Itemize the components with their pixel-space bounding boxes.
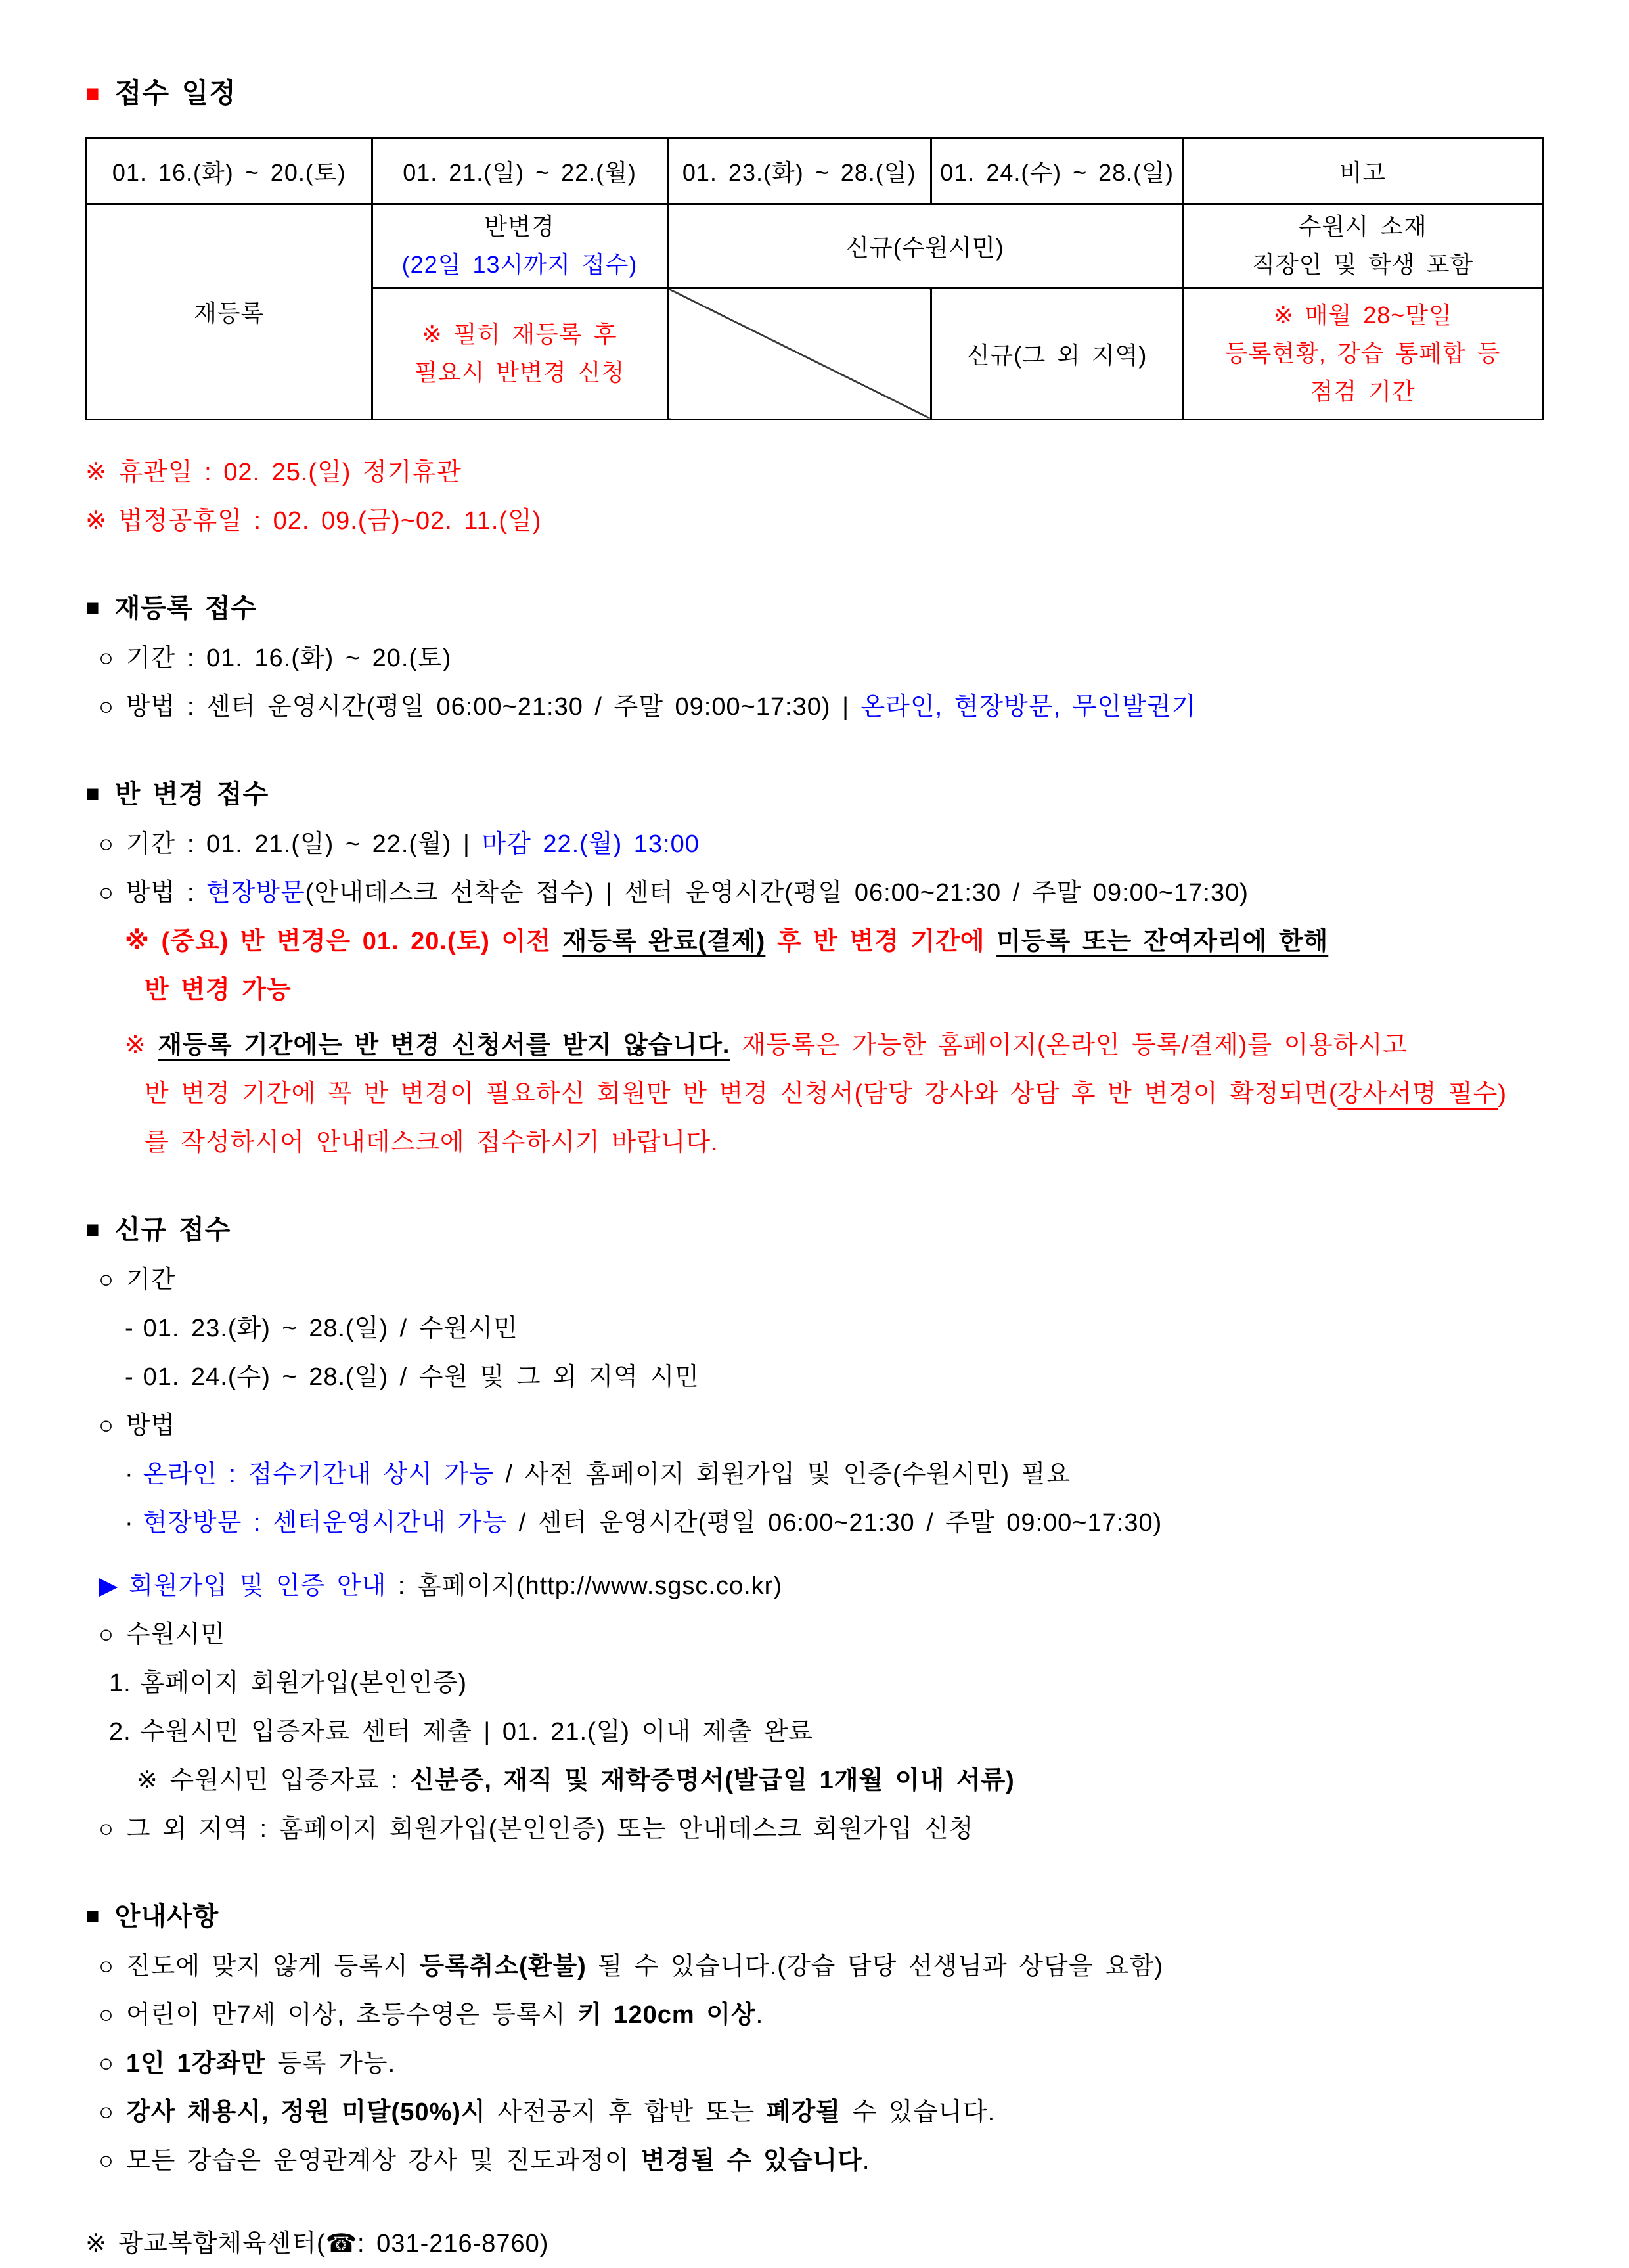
info-item-4 [85, 2088, 1544, 2137]
info4-bold1: 강사 채용시, 정원 미달(50%)시 [125, 2098, 486, 2126]
new-method-visit-blue: 현장방문 : 센터운영시간내 가능 [143, 1508, 508, 1537]
page-title [85, 69, 1544, 119]
change-period-text: 기간 : 01. 21.(일) ~ 22.(월) | [125, 830, 482, 858]
change-note-line2: 필요시 반변경 신청 [414, 359, 625, 386]
header-cell-period4: 01. 24.(수) ~ 28.(일) [931, 139, 1183, 204]
new-period2-text: 01. 24.(수) ~ 28.(일) / 수원 및 그 외 지역 시민 [143, 1363, 700, 1391]
remark2-line2: 등록현황, 강습 통폐합 등 [1224, 339, 1501, 367]
reregister-method [85, 683, 1544, 731]
info-item-5 [85, 2137, 1544, 2185]
circle-bullet-icon: ○ [99, 1411, 114, 1440]
circle-bullet-icon: ○ [99, 2001, 114, 2029]
square-bullet-icon: ■ [85, 1215, 100, 1242]
remark-line2: 직장인 및 학생 포함 [1252, 251, 1474, 279]
membership-step1 [85, 1659, 1544, 1708]
cell-class-change [372, 204, 667, 288]
info-item-1 [85, 1942, 1544, 1991]
table-notes [85, 448, 1544, 545]
legal-holiday-note: ※ 법정공휴일 : 02. 09.(금)~02. 11.(일) [85, 507, 542, 535]
reregister-period-text: 기간 : 01. 16.(화) ~ 20.(토) [125, 644, 452, 672]
membership-head-blue: 회원가입 및 인증 안내 [129, 1572, 387, 1600]
section-new-title [85, 1205, 1544, 1256]
change-method [85, 869, 1544, 917]
info2-bold: 키 120cm 이상 [577, 2001, 756, 2029]
change-important-note-line1 [85, 917, 1544, 966]
note2-red1: 재등록은 가능한 홈페이지(온라인 등록/결제)를 이용하시고 [730, 1031, 1408, 1059]
page-title-text: 접수 일정 [114, 78, 236, 108]
dash-bullet-icon: - [125, 1314, 134, 1342]
info-item-2 [85, 1991, 1544, 2039]
cell-change-note [372, 288, 667, 419]
new-method-online-blue: 온라인 : 접수기간내 상시 가능 [143, 1460, 494, 1488]
circle-bullet-icon: ○ [99, 1815, 114, 1843]
cell-reregister: 재등록 [87, 204, 372, 420]
new-method-label [85, 1401, 1544, 1450]
section-reregister [85, 583, 1544, 731]
new-period-label-text: 기간 [125, 1265, 176, 1294]
info3-b: 등록 가능. [265, 2049, 396, 2077]
cell-remark-top [1183, 204, 1543, 288]
membership-proof-note [85, 1756, 1544, 1805]
info1-bold: 등록취소(환불) [420, 1952, 587, 1980]
change-note2-line2 [85, 1070, 1544, 1118]
schedule-table [85, 137, 1544, 420]
dot-bullet-icon: · [125, 1508, 134, 1537]
change-note-line1: ※ 필히 재등록 후 [422, 320, 617, 348]
change-period [85, 820, 1544, 869]
info4-d: 수 있습니다. [840, 2098, 996, 2126]
step1-number: 1. [109, 1669, 131, 1697]
info5-bold: 변경될 수 있습니다 [641, 2146, 862, 2175]
important-note-underline1: 재등록 완료(결제) [562, 927, 766, 955]
info1-a: 진도에 맞지 않게 등록시 [125, 1952, 420, 1980]
membership-other-region [85, 1805, 1544, 1853]
square-bullet-icon: ■ [85, 1901, 100, 1929]
change-important-note-line2: 반 변경 가능 [145, 976, 292, 1004]
asterisk-mark: ※ [125, 927, 162, 955]
circle-bullet-icon: ○ [99, 2098, 114, 2126]
triangle-bullet-icon: ▶ [99, 1572, 119, 1600]
circle-bullet-icon: ○ [99, 830, 114, 858]
dot-bullet-icon: · [125, 1460, 134, 1488]
circle-bullet-icon: ○ [99, 2049, 114, 2077]
cell-new-other: 신규(그 외 지역) [931, 288, 1183, 419]
reregister-period [85, 634, 1544, 683]
section-new-title-text: 신규 접수 [114, 1215, 231, 1244]
section-info-title-text: 안내사항 [114, 1901, 219, 1931]
new-method-visit [85, 1499, 1544, 1547]
info1-c: 될 수 있습니다.(강습 담당 선생님과 상담을 요함) [586, 1952, 1164, 1980]
note2-line2-underline: 강사서명 필수 [1337, 1079, 1498, 1108]
new-period2 [85, 1353, 1544, 1401]
membership-suwon-text: 수원시민 [125, 1620, 225, 1648]
circle-bullet-icon: ○ [99, 878, 114, 907]
change-note2-line1 [85, 1021, 1544, 1070]
section-class-change-title [85, 769, 1544, 820]
new-method-label-text: 방법 [125, 1411, 176, 1440]
proof-documents: 신분증, 재직 및 재학증명서(발급일 1개월 이내 서류) [410, 1766, 1015, 1794]
info-item-3 [85, 2039, 1544, 2088]
asterisk-mark: ※ [125, 1031, 158, 1059]
section-class-change [85, 769, 1544, 1167]
circle-bullet-icon: ○ [99, 2146, 114, 2175]
reregister-method-channels: 온라인, 현장방문, 무인발권기 [860, 692, 1197, 721]
step1-text: 홈페이지 회원가입(본인인증) [140, 1669, 468, 1697]
remark2-line1: ※ 매월 28~말일 [1273, 301, 1452, 329]
new-method-visit-black: / 센터 운영시간(평일 06:00~21:30 / 주말 09:00~17:30) [507, 1508, 1163, 1537]
info4-b: 사전공지 후 합반 또는 [485, 2098, 767, 2126]
step2-text: 수원시민 입증자료 센터 제출 | 01. 21.(일) 이내 제출 완료 [140, 1717, 814, 1746]
new-method-online-black: / 사전 홈페이지 회원가입 및 인증(수원시민) 필요 [493, 1460, 1071, 1488]
header-cell-period2: 01. 21.(일) ~ 22.(월) [372, 139, 667, 204]
membership-suwon-label [85, 1610, 1544, 1659]
cell-remark-bottom [1183, 288, 1543, 419]
other-region-text: 그 외 지역 : 홈페이지 회원가입(본인인증) 또는 안내데스크 회원가입 신청 [125, 1815, 974, 1843]
info2-c: . [755, 2001, 764, 2029]
change-method-visit: 현장방문 [206, 878, 305, 907]
change-note2-line3: 를 작성하시어 안내데스크에 접수하시기 바랍니다. [145, 1128, 719, 1156]
remark2-line3: 점검 기간 [1310, 378, 1416, 405]
footer-contact: ※ 광교복합체육센터(☎: 031-216-8760) [85, 2229, 549, 2257]
info2-a: 어린이 만7세 이상, 초등수영은 등록시 [125, 2001, 578, 2029]
reregister-method-text: 방법 : 센터 운영시간(평일 06:00~21:30 / 주말 09:00~17:30) | [125, 692, 861, 721]
section-reregister-title-text: 재등록 접수 [114, 593, 257, 623]
change-method-prefix: 방법 : [125, 878, 207, 907]
table-header-row [87, 139, 1543, 204]
section-new [85, 1205, 1544, 1853]
important-note-underline2: 미등록 또는 잔여자리에 한해 [996, 927, 1329, 955]
circle-bullet-icon: ○ [99, 1952, 114, 1980]
membership-head [85, 1562, 1544, 1610]
section-info-title [85, 1892, 1544, 1942]
membership-head-black: : 홈페이지(http://www.sgsc.co.kr) [386, 1572, 782, 1600]
note2-line2-close: ) [1498, 1079, 1507, 1108]
new-period1 [85, 1304, 1544, 1353]
dash-bullet-icon: - [125, 1363, 134, 1391]
note2-line2-text: 반 변경 기간에 꼭 반 변경이 필요하신 회원만 반 변경 신청서(담당 강사와 상담 후 반 변경이 확정되면( [145, 1079, 1338, 1108]
circle-bullet-icon: ○ [99, 692, 114, 721]
change-deadline-text: 마감 22.(월) 13:00 [481, 830, 700, 858]
proof-prefix: ※ 수원시민 입증자료 : [137, 1766, 411, 1794]
membership-block [85, 1562, 1544, 1853]
header-cell-period1: 01. 16.(화) ~ 20.(토) [87, 139, 372, 204]
info5-a: 모든 강습은 운영관계상 강사 및 진도과정이 [125, 2146, 642, 2175]
membership-step2 [85, 1708, 1544, 1756]
new-period-label [85, 1256, 1544, 1304]
class-change-deadline: (22일 13시까지 접수) [401, 251, 638, 279]
info3-bold: 1인 1강좌만 [125, 2049, 266, 2077]
info5-c: . [862, 2146, 870, 2175]
header-cell-remark: 비고 [1183, 139, 1543, 204]
new-method-online [85, 1450, 1544, 1499]
info4-bold2: 폐강될 [766, 2098, 841, 2126]
circle-bullet-icon: ○ [99, 644, 114, 672]
new-period1-text: 01. 23.(화) ~ 28.(일) / 수원시민 [143, 1314, 518, 1342]
change-method-rest: (안내데스크 선착순 접수) | 센터 운영시간(평일 06:00~21:30 / 주말 09:00~17:30) [305, 878, 1249, 907]
square-bullet-icon: ■ [85, 779, 100, 807]
square-bullet-icon: ■ [85, 593, 100, 621]
header-cell-period3: 01. 23.(화) ~ 28.(일) [667, 139, 931, 204]
red-square-bullet-icon: ■ [85, 79, 100, 106]
circle-bullet-icon: ○ [99, 1620, 114, 1648]
section-reregister-title [85, 583, 1544, 634]
note2-underline: 재등록 기간에는 반 변경 신청서를 받지 않습니다. [158, 1031, 730, 1059]
remark-line1: 수원시 소재 [1298, 213, 1427, 240]
section-class-change-title-text: 반 변경 접수 [114, 779, 269, 809]
table-row-2 [87, 204, 1543, 288]
closed-day-note: ※ 휴관일 : 02. 25.(일) 정기휴관 [85, 458, 462, 486]
class-change-label: 반변경 [484, 213, 555, 240]
circle-bullet-icon: ○ [99, 1265, 114, 1294]
important-note-red1: (중요) 반 변경은 01. 20.(토) 이전 [161, 927, 563, 955]
section-info [85, 1892, 1544, 2185]
important-note-red2: 후 반 변경 기간에 [765, 927, 997, 955]
diagonal-empty-cell [667, 288, 931, 419]
cell-new-suwon: 신규(수원시민) [667, 204, 1183, 288]
step2-number: 2. [109, 1717, 131, 1746]
